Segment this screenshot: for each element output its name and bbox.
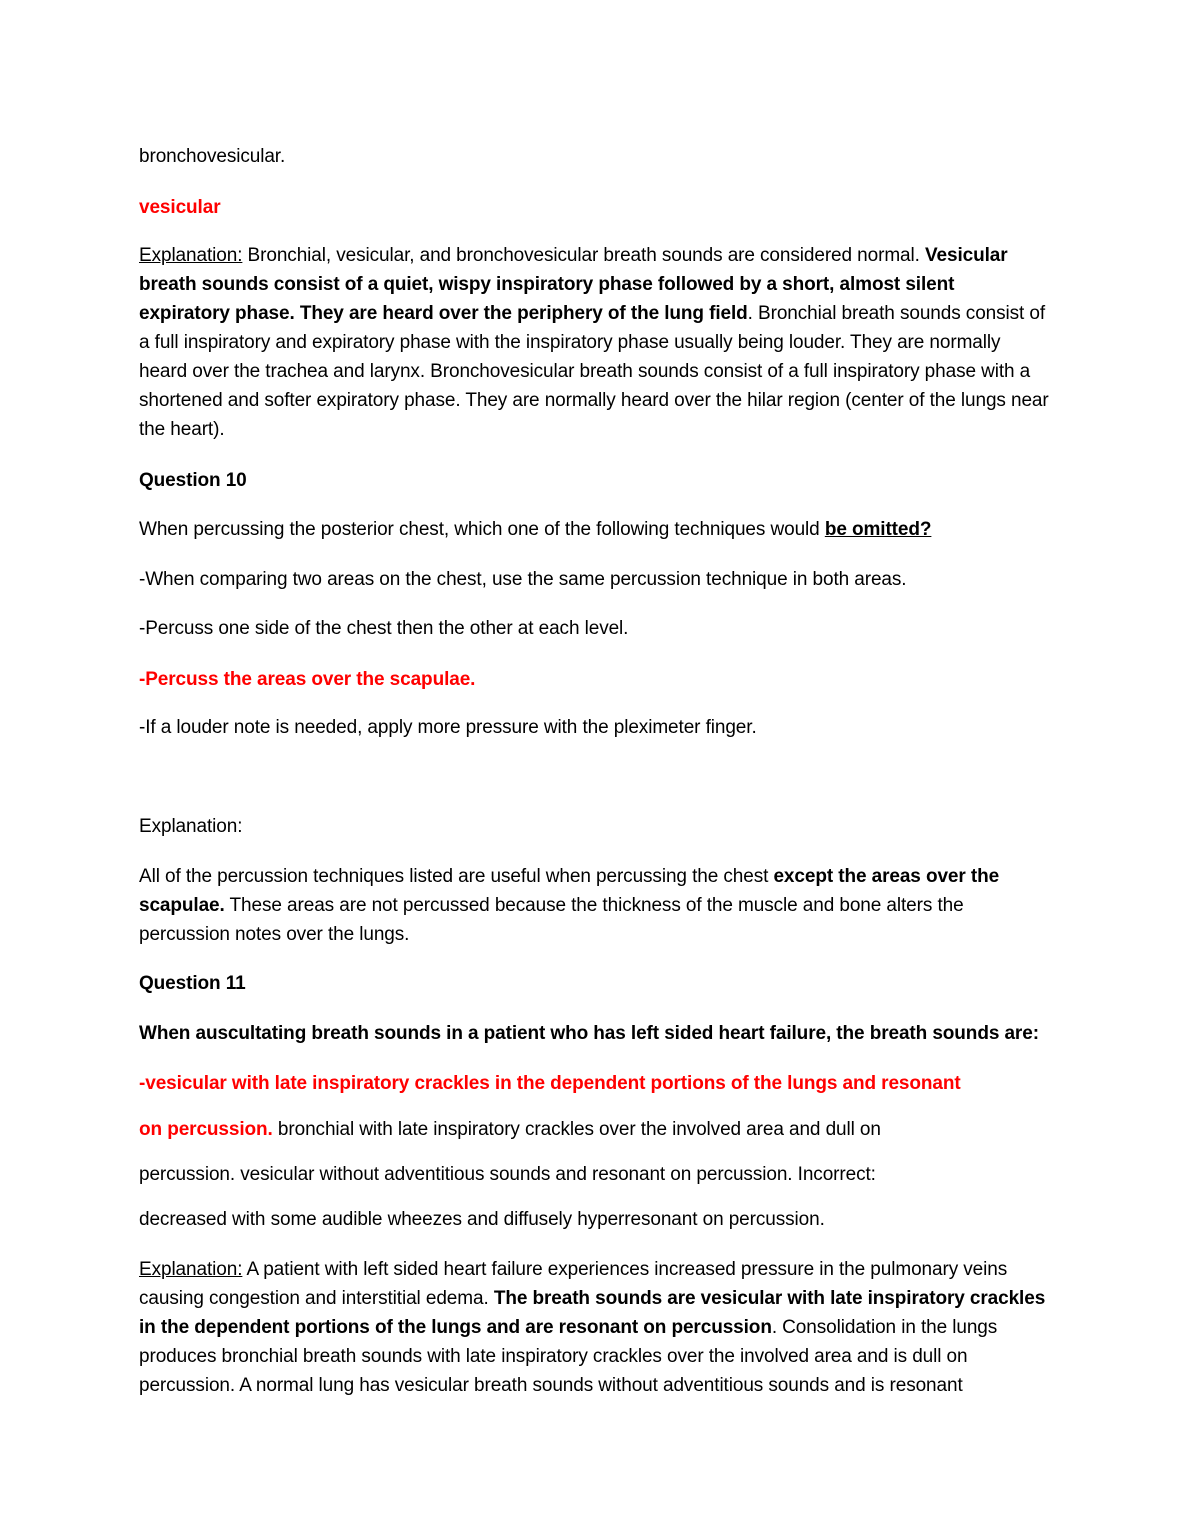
question-10-prompt bbox=[139, 515, 1049, 544]
explanation-text: These areas are not percussed because the thickness of the muscle and bone alters the percussion notes over the lungs. bbox=[139, 895, 964, 945]
prompt-text: When percussing the posterior chest, which one of the following techniques would bbox=[139, 519, 825, 540]
intro-line: bronchovesicular. bbox=[139, 146, 286, 167]
q11-line-3: percussion. vesicular without adventitious sounds and resonant on percussion. Incorrect: bbox=[139, 1164, 876, 1185]
q10-option-2: -Percuss one side of the chest then the other at each level. bbox=[139, 618, 629, 639]
explanation-label: Explanation: bbox=[139, 1259, 243, 1280]
explanation-label: Explanation: bbox=[139, 245, 243, 266]
q11-line-2 bbox=[139, 1115, 1049, 1144]
explanation-text: Bronchial, vesicular, and bronchovesicular breath sounds are considered normal. bbox=[242, 245, 925, 266]
q10-option-3-correct: -Percuss the areas over the scapulae. bbox=[139, 669, 476, 690]
question-11-heading: Question 11 bbox=[139, 973, 246, 994]
explanation-text: . Consolidation in the lungs produces bronchial breath sounds with late inspiratory crackles over the involved area and is dull on percussion. A normal lung has vesicular breath sounds without adventitious sounds and is resonant bbox=[139, 1317, 998, 1396]
explanation-text: A patient with left sided heart failure experiences increased pressure in the pulmonary veins causing congestion and interstitial edema. bbox=[139, 1259, 1008, 1309]
q10-explanation-label: Explanation: bbox=[139, 816, 243, 837]
explanation-text: . Bronchial breath sounds consist of a full inspiratory and expiratory phase with the inspiratory phase usually being louder. They are normally heard over the trachea and larynx. Bronchovesicular breath sounds consist of a full inspiratory phase with a shortened and softer expiratory phase. They are normally heard over the hilar region (center of the lungs near the heart). bbox=[139, 303, 1049, 440]
explanation-text: All of the percussion techniques listed are useful when percussing the chest bbox=[139, 866, 774, 887]
answer-q9: vesicular bbox=[139, 197, 221, 218]
q10-explanation bbox=[139, 862, 1049, 949]
q11-line-4: decreased with some audible wheezes and diffusely hyperresonant on percussion. bbox=[139, 1209, 825, 1230]
explanation-q9 bbox=[139, 241, 1049, 444]
question-11-prompt: When auscultating breath sounds in a patient who has left sided heart failure, the breath sounds are: bbox=[139, 1023, 1039, 1044]
q10-option-1: -When comparing two areas on the chest, use the same percussion technique in both areas. bbox=[139, 569, 907, 590]
question-10-heading: Question 10 bbox=[139, 470, 247, 491]
q10-option-4: -If a louder note is needed, apply more pressure with the pleximeter finger. bbox=[139, 717, 757, 738]
q11-answer-line-1: -vesicular with late inspiratory crackles in the dependent portions of the lungs and resonant bbox=[139, 1073, 961, 1094]
q11-explanation bbox=[139, 1255, 1049, 1400]
prompt-emphasis: be omitted? bbox=[824, 519, 932, 540]
explanation-bold: except the areas over the scapulae. bbox=[139, 866, 1000, 916]
explanation-bold: The breath sounds are vesicular with late inspiratory crackles in the dependent portions of the lungs and are resonant on percussion bbox=[139, 1288, 1046, 1338]
q11-line-2-rest: bronchial with late inspiratory crackles over the involved area and dull on bbox=[272, 1119, 881, 1140]
q11-answer-line-2: on percussion. bbox=[139, 1119, 273, 1140]
explanation-bold: Vesicular breath sounds consist of a quiet, wispy inspiratory phase followed by a short, almost silent expiratory phase. They are heard over the periphery of the lung field bbox=[139, 245, 1008, 324]
